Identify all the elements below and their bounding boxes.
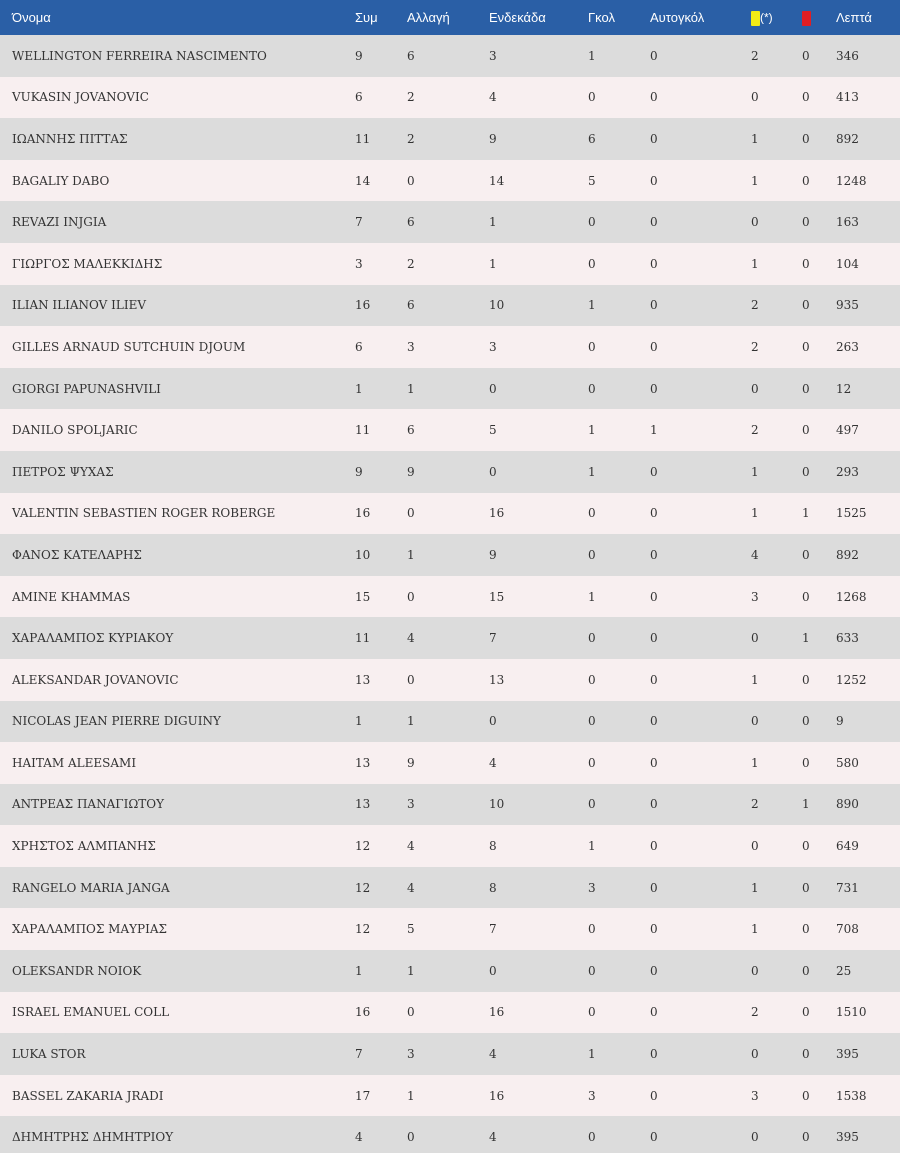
cell-goals: 0 (588, 631, 596, 646)
cell-sub: 5 (407, 922, 415, 937)
cell-lineup: 4 (489, 755, 497, 770)
table-body (0, 35, 900, 1153)
cell-sub: 3 (407, 797, 415, 812)
cell-name[interactable]: ΙΩΑΝΝΗΣ ΠΙΤΤΑΣ (12, 131, 128, 146)
cell-minutes: 293 (836, 464, 859, 479)
cell-apps: 12 (355, 839, 371, 854)
cell-name[interactable]: ΧΑΡΑΛΑΜΠΟΣ ΚΥΡΙΑΚΟΥ (12, 631, 174, 646)
table-row (0, 950, 900, 992)
table-row (0, 451, 900, 493)
cell-apps: 16 (355, 506, 371, 521)
cell-goals: 0 (588, 256, 596, 271)
cell-apps: 10 (355, 547, 371, 562)
cell-goals: 0 (588, 339, 596, 354)
cell-goals: 0 (588, 922, 596, 937)
header-goals[interactable]: Γκολ (588, 10, 615, 25)
cell-sub: 1 (407, 381, 415, 396)
cell-name[interactable]: GIORGI PAPUNASHVILI (12, 381, 161, 396)
cell-lineup: 16 (489, 506, 505, 521)
cell-minutes: 395 (836, 1047, 859, 1062)
cell-apps: 13 (355, 797, 371, 812)
cell-sub: 4 (407, 880, 415, 895)
cell-name[interactable]: WELLINGTON FERREIRA NASCIMENTO (12, 48, 267, 63)
cell-lineup: 15 (489, 589, 505, 604)
cell-goals: 1 (588, 48, 596, 63)
cell-name[interactable]: VALENTIN SEBASTIEN ROGER ROBERGE (12, 506, 276, 521)
cell-goals: 3 (588, 880, 596, 895)
cell-sub: 3 (407, 339, 415, 354)
cell-minutes: 1252 (836, 672, 867, 687)
cell-yellow: 2 (751, 423, 759, 438)
cell-apps: 1 (355, 381, 363, 396)
cell-minutes: 413 (836, 90, 859, 105)
cell-red: 0 (802, 90, 810, 105)
cell-minutes: 633 (836, 631, 859, 646)
cell-red: 1 (802, 797, 810, 812)
cell-own-goals: 0 (650, 256, 658, 271)
cell-own-goals: 0 (650, 1047, 658, 1062)
cell-yellow: 2 (751, 1005, 759, 1020)
cell-goals: 1 (588, 464, 596, 479)
cell-sub: 9 (407, 755, 415, 770)
cell-red: 0 (802, 1088, 810, 1103)
cell-own-goals: 0 (650, 880, 658, 895)
cell-red: 0 (802, 1005, 810, 1020)
cell-lineup: 13 (489, 672, 505, 687)
cell-goals: 1 (588, 298, 596, 313)
cell-yellow: 2 (751, 298, 759, 313)
cell-apps: 3 (355, 256, 363, 271)
header-sub[interactable]: Αλλαγή (407, 10, 450, 25)
cell-minutes: 1525 (836, 506, 867, 521)
header-yellow[interactable] (751, 0, 802, 35)
cell-red: 0 (802, 298, 810, 313)
cell-minutes: 263 (836, 339, 859, 354)
cell-goals: 5 (588, 173, 596, 188)
cell-own-goals: 0 (650, 215, 658, 230)
cell-sub: 4 (407, 631, 415, 646)
cell-apps: 14 (355, 173, 371, 188)
cell-red: 0 (802, 173, 810, 188)
cell-sub: 4 (407, 839, 415, 854)
table-header (0, 0, 900, 35)
cell-own-goals: 0 (650, 714, 658, 729)
cell-apps: 6 (355, 339, 363, 354)
table-row (0, 1075, 900, 1117)
cell-yellow: 1 (751, 880, 759, 895)
header-red[interactable] (802, 0, 836, 35)
cell-red: 0 (802, 131, 810, 146)
cell-yellow: 1 (751, 922, 759, 937)
table-row (0, 784, 900, 826)
cell-name[interactable]: ALEKSANDAR JOVANOVIC (12, 672, 179, 687)
cell-sub: 0 (407, 589, 415, 604)
table-row (0, 1033, 900, 1075)
cell-name[interactable]: ΠΕΤΡΟΣ ΨΥΧΑΣ (12, 464, 114, 479)
table-row (0, 285, 900, 327)
cell-sub: 0 (407, 506, 415, 521)
cell-apps: 13 (355, 755, 371, 770)
cell-lineup: 14 (489, 173, 505, 188)
cell-red: 0 (802, 922, 810, 937)
table-row (0, 1116, 900, 1153)
cell-yellow: 2 (751, 339, 759, 354)
cell-own-goals: 0 (650, 922, 658, 937)
cell-sub: 2 (407, 90, 415, 105)
header-lineup[interactable]: Ενδεκάδα (489, 10, 546, 25)
cell-name[interactable]: ILIAN ILIANOV ILIEV (12, 298, 147, 313)
cell-minutes: 892 (836, 131, 859, 146)
cell-name[interactable]: HAITAM ALEESAMI (12, 755, 137, 770)
cell-lineup: 8 (489, 880, 497, 895)
cell-apps: 4 (355, 1130, 363, 1145)
table-row (0, 368, 900, 410)
cell-lineup: 3 (489, 339, 497, 354)
cell-minutes: 890 (836, 797, 859, 812)
table-row (0, 201, 900, 243)
cell-red: 0 (802, 1047, 810, 1062)
table-row (0, 825, 900, 867)
cell-yellow: 4 (751, 547, 759, 562)
cell-apps: 11 (355, 631, 371, 646)
cell-red: 0 (802, 963, 810, 978)
table-row (0, 867, 900, 909)
cell-own-goals: 0 (650, 797, 658, 812)
cell-red: 0 (802, 381, 810, 396)
cell-yellow: 1 (751, 506, 759, 521)
cell-red: 0 (802, 839, 810, 854)
table-row (0, 326, 900, 368)
header-name[interactable]: Όνομα (12, 10, 51, 25)
cell-lineup: 16 (489, 1088, 505, 1103)
cell-sub: 0 (407, 1130, 415, 1145)
cell-sub: 6 (407, 215, 415, 230)
cell-lineup: 0 (489, 714, 497, 729)
cell-yellow: 0 (751, 215, 759, 230)
cell-goals: 6 (588, 131, 596, 146)
cell-own-goals: 0 (650, 173, 658, 188)
cell-name[interactable]: DANILO SPOLJARIC (12, 423, 138, 438)
cell-goals: 0 (588, 506, 596, 521)
cell-minutes: 1248 (836, 173, 867, 188)
cell-lineup: 4 (489, 1047, 497, 1062)
cell-goals: 0 (588, 1130, 596, 1145)
table-row (0, 701, 900, 743)
cell-red: 1 (802, 631, 810, 646)
cell-name[interactable]: GILLES ARNAUD SUTCHUIN DJOUM (12, 339, 246, 354)
cell-yellow: 1 (751, 131, 759, 146)
cell-own-goals: 0 (650, 381, 658, 396)
cell-name[interactable]: RANGELO MARIA JANGA (12, 880, 170, 895)
cell-apps: 9 (355, 464, 363, 479)
cell-minutes: 346 (836, 48, 859, 63)
table-row (0, 409, 900, 451)
red-card-icon (802, 11, 811, 26)
cell-lineup: 0 (489, 963, 497, 978)
cell-sub: 1 (407, 547, 415, 562)
cell-name[interactable]: ΧΡΗΣΤΟΣ ΑΛΜΠΑΝΗΣ (12, 839, 156, 854)
cell-own-goals: 0 (650, 298, 658, 313)
cell-yellow: 2 (751, 797, 759, 812)
cell-minutes: 1268 (836, 589, 867, 604)
cell-minutes: 731 (836, 880, 859, 895)
cell-own-goals: 0 (650, 90, 658, 105)
cell-sub: 2 (407, 131, 415, 146)
cell-yellow: 1 (751, 464, 759, 479)
cell-name[interactable]: OLEKSANDR NOIOK (12, 963, 142, 978)
cell-apps: 11 (355, 131, 371, 146)
cell-lineup: 8 (489, 839, 497, 854)
cell-lineup: 1 (489, 215, 497, 230)
cell-lineup: 9 (489, 131, 497, 146)
cell-own-goals: 0 (650, 589, 658, 604)
cell-yellow: 3 (751, 589, 759, 604)
table-row (0, 243, 900, 285)
cell-apps: 7 (355, 215, 363, 230)
cell-minutes: 12 (836, 381, 852, 396)
cell-name[interactable]: VUKASIN JOVANOVIC (12, 90, 149, 105)
table-row (0, 617, 900, 659)
cell-red: 0 (802, 755, 810, 770)
cell-own-goals: 0 (650, 547, 658, 562)
cell-apps: 12 (355, 922, 371, 937)
cell-goals: 1 (588, 589, 596, 604)
cell-name[interactable]: REVAZI INJGIA (12, 215, 107, 230)
cell-own-goals: 0 (650, 1005, 658, 1020)
cell-lineup: 4 (489, 90, 497, 105)
cell-own-goals: 0 (650, 672, 658, 687)
cell-sub: 0 (407, 173, 415, 188)
cell-goals: 0 (588, 797, 596, 812)
cell-sub: 3 (407, 1047, 415, 1062)
cell-apps: 13 (355, 672, 371, 687)
cell-red: 0 (802, 423, 810, 438)
header-own-goals[interactable]: Αυτογκόλ (650, 10, 705, 25)
cell-goals: 0 (588, 215, 596, 230)
cell-sub: 1 (407, 1088, 415, 1103)
cell-goals: 0 (588, 714, 596, 729)
table-row (0, 534, 900, 576)
cell-apps: 1 (355, 714, 363, 729)
table-row (0, 493, 900, 535)
table-row (0, 908, 900, 950)
cell-sub: 6 (407, 423, 415, 438)
cell-red: 0 (802, 589, 810, 604)
cell-minutes: 395 (836, 1130, 859, 1145)
cell-own-goals: 1 (650, 423, 658, 438)
cell-yellow: 0 (751, 631, 759, 646)
cell-yellow: 0 (751, 839, 759, 854)
cell-name[interactable]: ΓΙΩΡΓΟΣ ΜΑΛΕΚΚΙΔΗΣ (12, 256, 163, 271)
table-row (0, 659, 900, 701)
cell-goals: 0 (588, 90, 596, 105)
cell-lineup: 5 (489, 423, 497, 438)
cell-apps: 15 (355, 589, 371, 604)
cell-minutes: 1538 (836, 1088, 867, 1103)
cell-goals: 1 (588, 423, 596, 438)
cell-apps: 17 (355, 1088, 371, 1103)
cell-yellow: 0 (751, 90, 759, 105)
cell-yellow: 0 (751, 1130, 759, 1145)
yellow-card-icon (751, 11, 760, 26)
cell-red: 0 (802, 880, 810, 895)
cell-minutes: 708 (836, 922, 859, 937)
cell-own-goals: 0 (650, 1130, 658, 1145)
cell-sub: 6 (407, 298, 415, 313)
cell-own-goals: 0 (650, 464, 658, 479)
header-row (0, 0, 900, 35)
table-row (0, 992, 900, 1034)
cell-own-goals: 0 (650, 506, 658, 521)
cell-own-goals: 0 (650, 963, 658, 978)
cell-minutes: 104 (836, 256, 859, 271)
cell-yellow: 1 (751, 755, 759, 770)
cell-name[interactable]: ΑΝΤΡΕΑΣ ΠΑΝΑΓΙΩΤΟΥ (12, 797, 165, 812)
cell-minutes: 497 (836, 423, 859, 438)
cell-lineup: 7 (489, 922, 497, 937)
cell-sub: 2 (407, 256, 415, 271)
cell-lineup: 1 (489, 256, 497, 271)
cell-yellow: 3 (751, 1088, 759, 1103)
cell-red: 0 (802, 215, 810, 230)
yellow-card-note: (*) (760, 11, 773, 26)
cell-name[interactable]: ΧΑΡΑΛΑΜΠΟΣ ΜΑΥΡΙΑΣ (12, 922, 168, 937)
cell-red: 0 (802, 339, 810, 354)
cell-yellow: 0 (751, 381, 759, 396)
cell-name[interactable]: ISRAEL EMANUEL COLL (12, 1005, 170, 1020)
header-apps[interactable]: Συμ (355, 10, 378, 25)
table-row (0, 576, 900, 618)
cell-lineup: 4 (489, 1130, 497, 1145)
cell-red: 0 (802, 464, 810, 479)
cell-goals: 0 (588, 963, 596, 978)
table-row (0, 35, 900, 77)
cell-yellow: 1 (751, 173, 759, 188)
cell-goals: 0 (588, 381, 596, 396)
cell-apps: 16 (355, 1005, 371, 1020)
cell-lineup: 9 (489, 547, 497, 562)
cell-own-goals: 0 (650, 48, 658, 63)
cell-apps: 6 (355, 90, 363, 105)
cell-minutes: 163 (836, 215, 859, 230)
cell-apps: 9 (355, 48, 363, 63)
cell-name[interactable]: BAGALIY DABO (12, 173, 110, 188)
cell-goals: 0 (588, 547, 596, 562)
cell-goals: 1 (588, 1047, 596, 1062)
cell-lineup: 0 (489, 381, 497, 396)
cell-lineup: 7 (489, 631, 497, 646)
cell-goals: 0 (588, 672, 596, 687)
cell-red: 0 (802, 547, 810, 562)
cell-lineup: 16 (489, 1005, 505, 1020)
cell-yellow: 0 (751, 1047, 759, 1062)
cell-apps: 1 (355, 963, 363, 978)
cell-yellow: 1 (751, 672, 759, 687)
cell-name[interactable]: ΔΗΜΗΤΡΗΣ ΔΗΜΗΤΡΙΟΥ (12, 1130, 174, 1145)
cell-name[interactable]: ΦΑΝΟΣ ΚΑΤΕΛΑΡΗΣ (12, 547, 142, 562)
cell-minutes: 580 (836, 755, 859, 770)
cell-name[interactable]: NICOLAS JEAN PIERRE DIGUINY (12, 714, 221, 729)
cell-goals: 1 (588, 839, 596, 854)
cell-apps: 12 (355, 880, 371, 895)
cell-own-goals: 0 (650, 131, 658, 146)
cell-own-goals: 0 (650, 755, 658, 770)
cell-minutes: 1510 (836, 1005, 867, 1020)
cell-apps: 11 (355, 423, 371, 438)
cell-minutes: 25 (836, 963, 852, 978)
table-row (0, 118, 900, 160)
cell-own-goals: 0 (650, 339, 658, 354)
cell-lineup: 10 (489, 797, 505, 812)
cell-sub: 6 (407, 48, 415, 63)
cell-apps: 7 (355, 1047, 363, 1062)
cell-sub: 9 (407, 464, 415, 479)
cell-minutes: 935 (836, 298, 859, 313)
cell-minutes: 9 (836, 714, 844, 729)
cell-red: 0 (802, 48, 810, 63)
cell-red: 0 (802, 714, 810, 729)
cell-sub: 1 (407, 963, 415, 978)
cell-red: 0 (802, 256, 810, 271)
cell-goals: 0 (588, 1005, 596, 1020)
table-row (0, 742, 900, 784)
cell-lineup: 10 (489, 298, 505, 313)
table-row (0, 160, 900, 202)
cell-name[interactable]: BASSEL ZAKARIA JRADI (12, 1088, 164, 1103)
header-minutes[interactable]: Λεπτά (836, 10, 872, 25)
cell-yellow: 1 (751, 256, 759, 271)
cell-own-goals: 0 (650, 631, 658, 646)
cell-goals: 0 (588, 755, 596, 770)
cell-name[interactable]: LUKA STOR (12, 1047, 86, 1062)
cell-sub: 0 (407, 672, 415, 687)
cell-apps: 16 (355, 298, 371, 313)
cell-minutes: 892 (836, 547, 859, 562)
cell-yellow: 2 (751, 48, 759, 63)
cell-yellow: 0 (751, 963, 759, 978)
cell-minutes: 649 (836, 839, 859, 854)
cell-own-goals: 0 (650, 1088, 658, 1103)
cell-lineup: 0 (489, 464, 497, 479)
cell-red: 0 (802, 1130, 810, 1145)
cell-red: 0 (802, 672, 810, 687)
cell-sub: 0 (407, 1005, 415, 1020)
cell-goals: 3 (588, 1088, 596, 1103)
cell-red: 1 (802, 506, 810, 521)
cell-yellow: 0 (751, 714, 759, 729)
cell-sub: 1 (407, 714, 415, 729)
cell-name[interactable]: AMINE KHAMMAS (12, 589, 131, 604)
table-row (0, 77, 900, 119)
cell-lineup: 3 (489, 48, 497, 63)
cell-own-goals: 0 (650, 839, 658, 854)
